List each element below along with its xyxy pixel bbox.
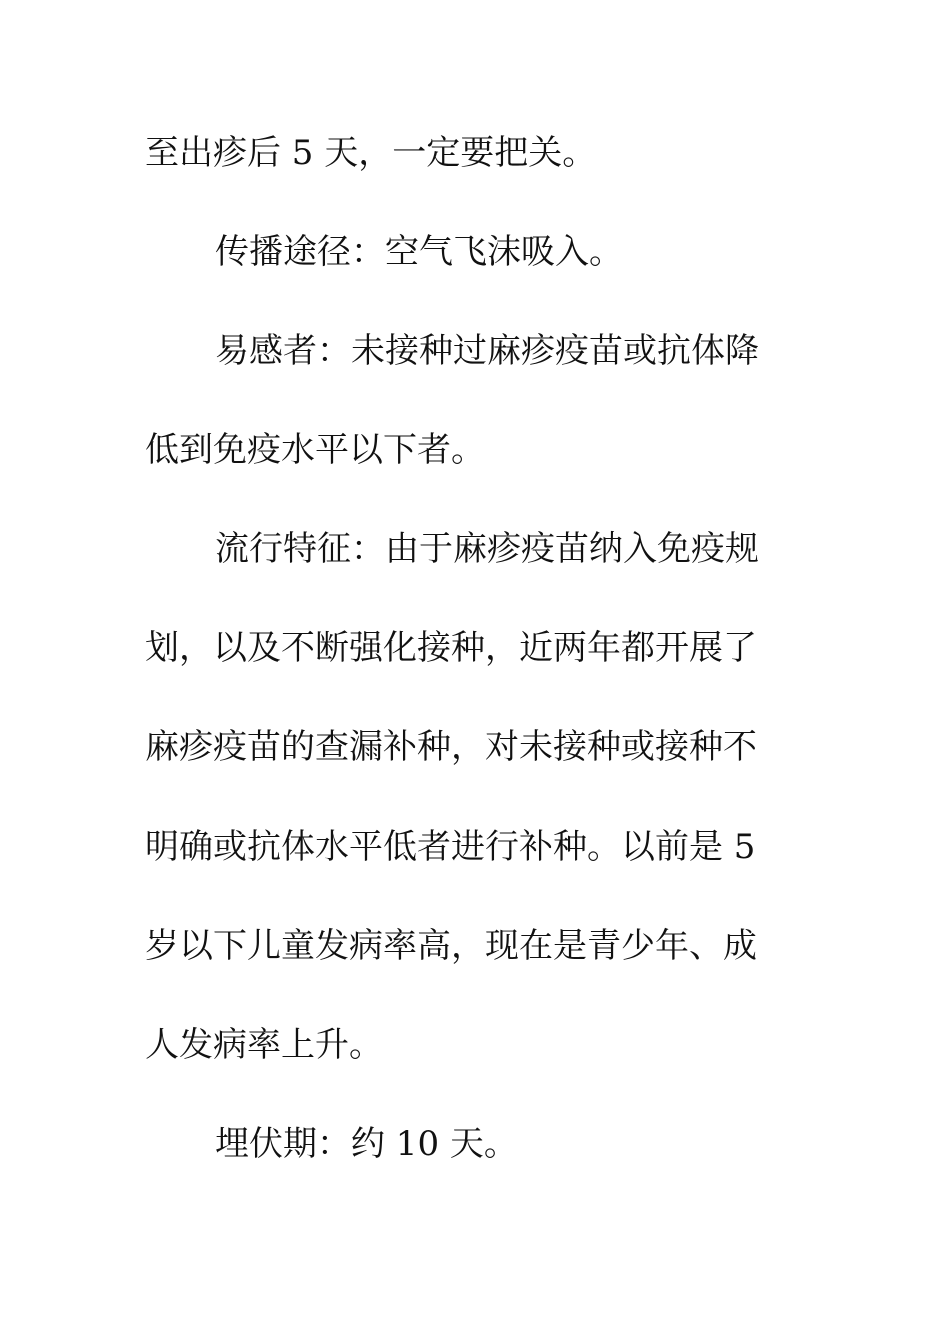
text-line: 至出疹后 5 天，一定要把关。 xyxy=(145,133,597,173)
text-line: 岁以下儿童发病率高，现在是青少年、成 xyxy=(145,926,757,966)
paragraph-incubation: 埋伏期：约 10 天。 xyxy=(215,1124,518,1164)
text-line: 划，以及不断强化接种，近两年都开展了 xyxy=(145,628,757,668)
text-line: 人发病率上升。 xyxy=(145,1025,383,1065)
text-line: 低到免疫水平以下者。 xyxy=(145,430,485,470)
paragraph-epidemic-features: 流行特征：由于麻疹疫苗纳入免疫规 xyxy=(215,529,759,569)
text-line: 明确或抗体水平低者进行补种。以前是 5 xyxy=(145,827,756,867)
text-line: 麻疹疫苗的查漏补种，对未接种或接种不 xyxy=(145,727,757,767)
paragraph-susceptible: 易感者：未接种过麻疹疫苗或抗体降 xyxy=(215,331,759,371)
paragraph-transmission: 传播途径：空气飞沫吸入。 xyxy=(215,232,623,272)
